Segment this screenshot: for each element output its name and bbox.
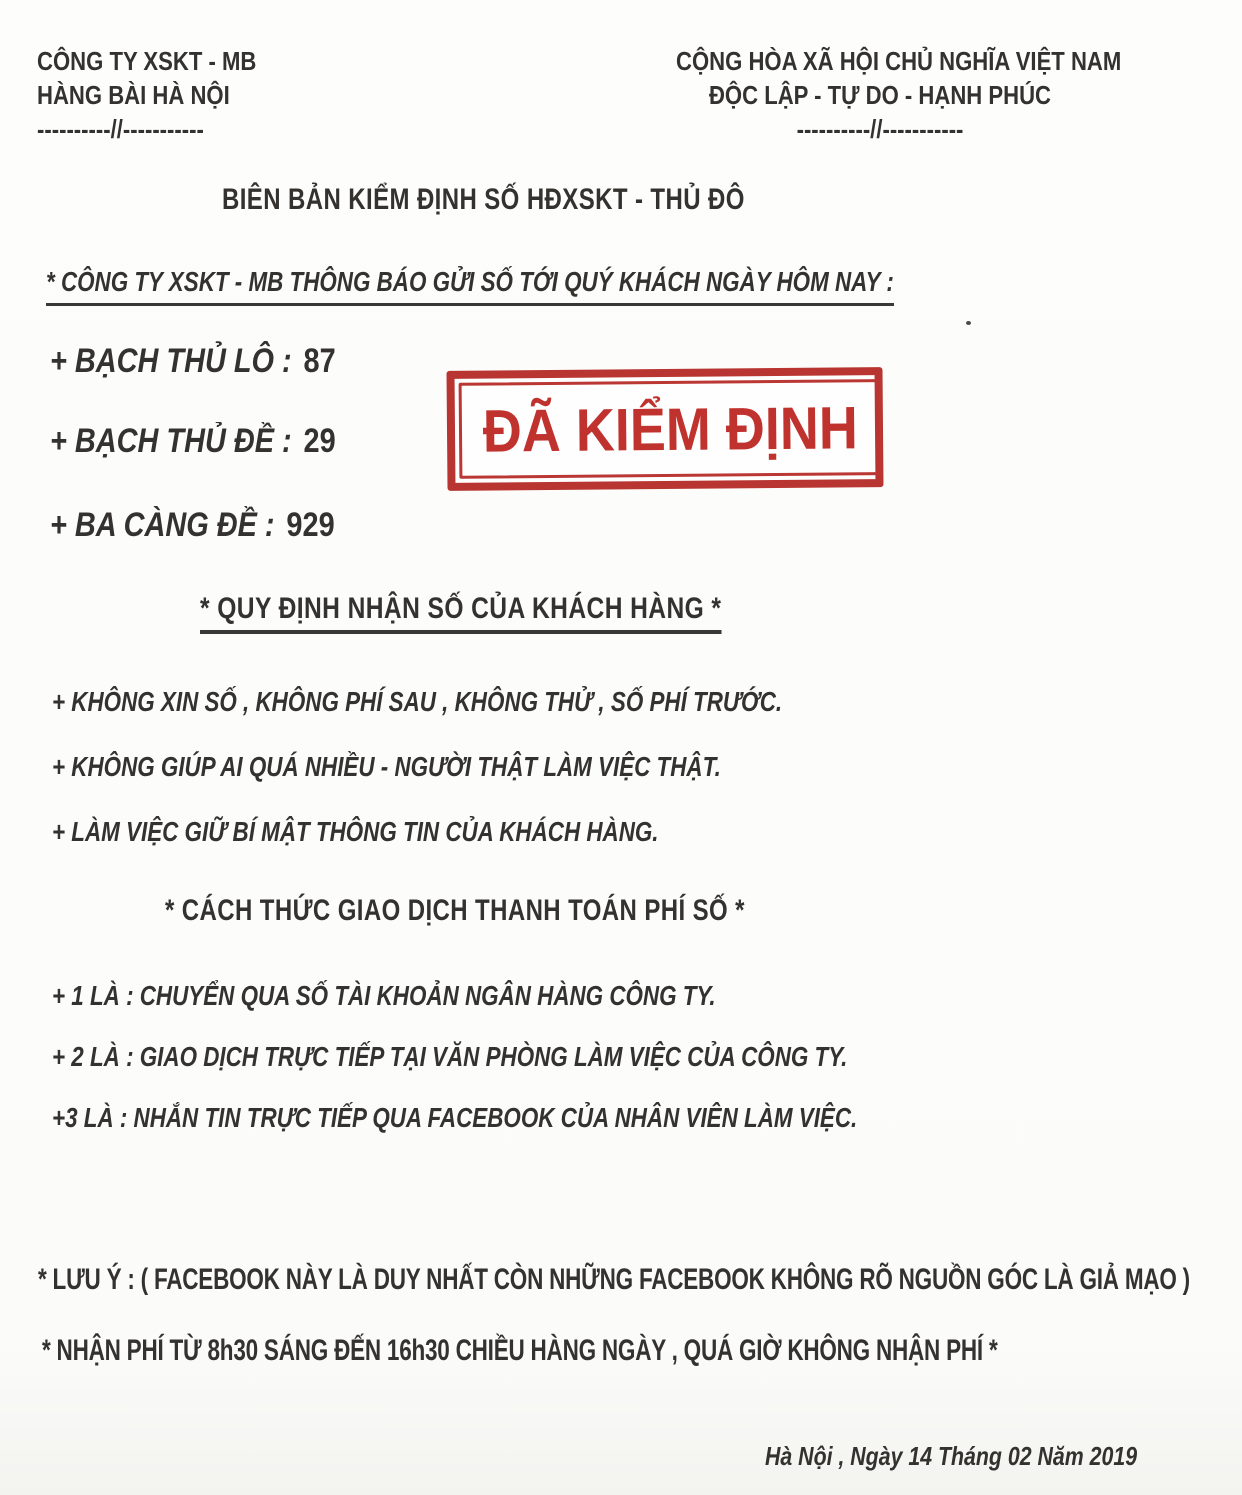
date-line: Hà Nội , Ngày 14 Tháng 02 Năm 2019 — [765, 1441, 1138, 1471]
number-label: + BẠCH THỦ LÔ : — [50, 342, 292, 380]
payment-item: +3 LÀ : NHẮN TIN TRỰC TIẾP QUA FACEBOOK CỦA NHÂN VIÊN LÀM VIỆC. — [52, 1102, 858, 1133]
header-right-divider: ----------//----------- — [796, 114, 964, 144]
header-left-block — [37, 44, 256, 146]
number-row-bach-thu-lo — [50, 342, 336, 381]
number-value: 29 — [303, 422, 336, 460]
rules-heading: * QUY ĐỊNH NHẬN SỐ CỦA KHÁCH HÀNG * — [200, 592, 721, 634]
verified-stamp — [446, 367, 883, 491]
national-title: CỘNG HÒA XÃ HỘI CHỦ NGHĨA VIỆT NAM — [676, 46, 1122, 76]
verified-stamp-text: ĐÃ KIỂM ĐỊNH — [482, 393, 859, 465]
company-name: CÔNG TY XSKT - MB — [37, 46, 257, 76]
scan-artifact-dot — [966, 321, 971, 325]
announcement-line: * CÔNG TY XSKT - MB THÔNG BÁO GỬI SỐ TỚI QUÝ KHÁCH NGÀY HÔM NAY : — [46, 266, 894, 306]
header-left-divider: ----------//----------- — [37, 114, 204, 144]
company-branch: HÀNG BÀI HÀ NỘI — [37, 80, 230, 110]
rule-item: + KHÔNG XIN SỐ , KHÔNG PHÍ SAU , KHÔNG THỬ , SỐ PHÍ TRƯỚC. — [52, 686, 783, 717]
number-label: + BẠCH THỦ ĐỀ : — [50, 422, 292, 460]
rule-item: + KHÔNG GIÚP AI QUÁ NHIỀU - NGƯỜI THẬT LÀM VIỆC THẬT. — [52, 751, 721, 782]
page-title: BIÊN BẢN KIỂM ĐỊNH SỐ HĐXSKT - THỦ ĐÔ — [222, 183, 745, 216]
rule-item: + LÀM VIỆC GIỮ BÍ MẬT THÔNG TIN CỦA KHÁCH HÀNG. — [52, 816, 659, 847]
number-row-ba-cang-de — [50, 506, 335, 545]
header-right-block — [676, 44, 1122, 146]
national-motto: ĐỘC LẬP - TỰ DO - HẠNH PHÚC — [708, 80, 1052, 110]
payment-item: + 1 LÀ : CHUYỂN QUA SỐ TÀI KHOẢN NGÂN HÀNG CÔNG TY. — [52, 980, 716, 1011]
note-facebook-warning: * LƯU Ý : ( FACEBOOK NÀY LÀ DUY NHẤT CÒN NHỮNG FACEBOOK KHÔNG RÕ NGUỒN GÓC LÀ GIẢ MẠO ) — [38, 1263, 1190, 1296]
payment-heading: * CÁCH THỨC GIAO DỊCH THANH TOÁN PHÍ SỐ * — [165, 894, 745, 927]
verified-stamp-inner-frame — [459, 379, 882, 479]
note-office-hours: * NHẬN PHÍ TỪ 8h30 SÁNG ĐẾN 16h30 CHIỀU HÀNG NGÀY , QUÁ GIỜ KHÔNG NHẬN PHÍ * — [42, 1334, 998, 1367]
payment-item: + 2 LÀ : GIAO DỊCH TRỰC TIẾP TẠI VĂN PHÒNG LÀM VIỆC CỦA CÔNG TY. — [52, 1041, 848, 1072]
number-value: 929 — [286, 506, 335, 544]
number-value: 87 — [303, 342, 336, 380]
number-row-bach-thu-de — [50, 422, 336, 461]
number-label: + BA CÀNG ĐỀ : — [50, 506, 275, 544]
